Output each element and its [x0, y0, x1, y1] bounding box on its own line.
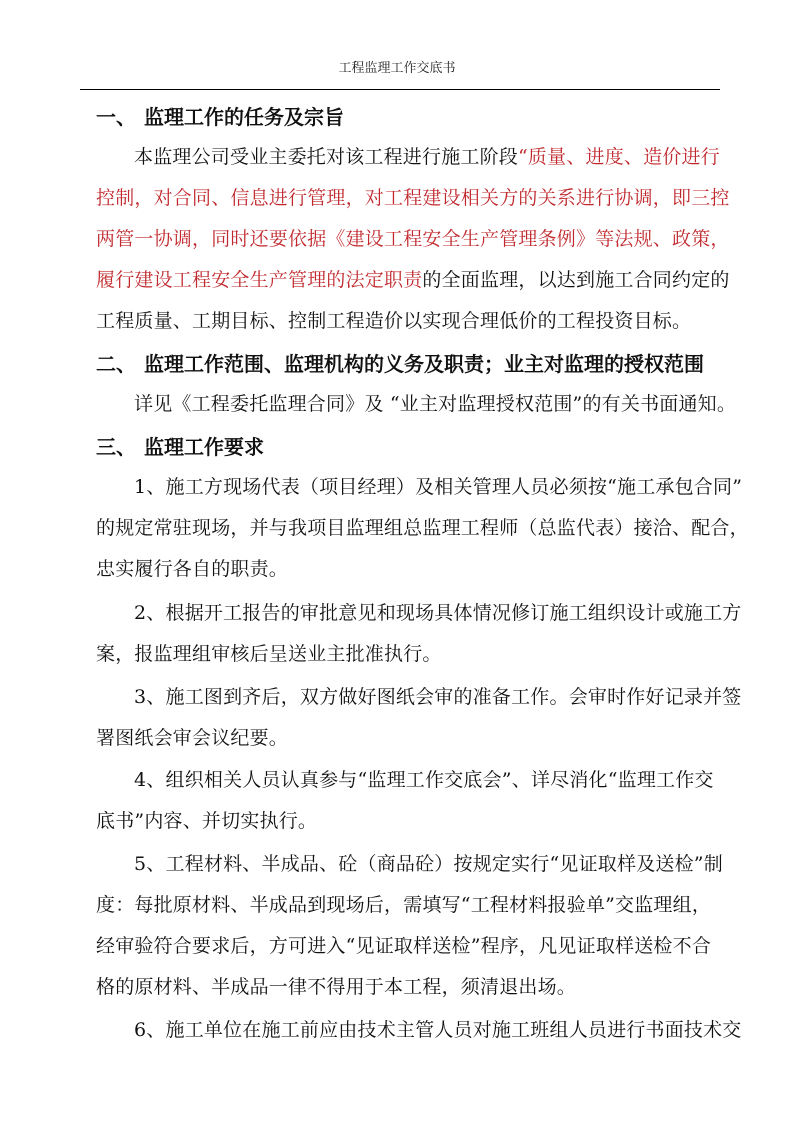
item-1-line-1: 1、施工方现场代表（项目经理）及相关管理人员必须按“施工承包合同”	[134, 476, 743, 498]
section-3-heading	[96, 431, 264, 460]
text-run: 工程质量、工期目标、控制工程造价以实现合理低价的工程投资目标。	[96, 310, 692, 332]
section-1-title: 监理工作的任务及宗旨	[144, 105, 344, 129]
section-2-number: 二、	[96, 352, 136, 376]
section-1-line-1	[134, 142, 758, 169]
section-1-line-5	[96, 306, 720, 333]
item-5-line-4: 格的原材料、半成品一律不得用于本工程，须清退出场。	[96, 976, 577, 998]
highlight-run: 履行建设工程安全生产管理的法定职责	[96, 269, 423, 291]
item-2-line-2: 案，报监理组审核后呈送业主批准执行。	[96, 643, 442, 665]
section-2-heading	[96, 348, 704, 377]
highlight-run: “质量、进度、造价进行	[518, 146, 720, 168]
highlight-run: 两管一协调，同时还要依据《建设工程安全生产管理条例》等法规、政策，	[96, 228, 730, 250]
section-3-title: 监理工作要求	[144, 435, 264, 459]
item-3-line-1: 3、施工图到齐后，双方做好图纸会审的准备工作。会审时作好记录并签	[134, 686, 742, 708]
item-5-line-2: 度：每批原材料、半成品到现场后，需填写“工程材料报验单”交监理组，	[96, 894, 712, 916]
text-run: 的全面监理，以达到施工合同约定的	[422, 269, 730, 291]
highlight-run: 控制，对合同、信息进行管理，对工程建设相关方的关系进行协调，即三控	[96, 187, 730, 209]
section-2-title: 监理工作范围、监理机构的义务及职责；业主对监理的授权范围	[144, 352, 704, 376]
item-4-line-2: 底书”内容、并切实执行。	[96, 810, 318, 832]
section-1-line-4	[96, 265, 730, 292]
section-1-number: 一、	[96, 105, 136, 129]
item-1-line-3: 忠实履行各自的职责。	[96, 558, 289, 580]
item-2-line-1: 2、根据开工报告的审批意见和现场具体情况修订施工组织设计或施工方	[134, 602, 742, 624]
section-1-line-2	[96, 183, 730, 210]
section-1-line-3	[96, 224, 730, 251]
text-run: 本监理公司受业主委托对该工程进行施工阶段	[134, 146, 519, 168]
item-1-line-2: 的规定常驻现场，并与我项目监理组总监理工程师（总监代表）接洽、配合，	[96, 517, 749, 539]
page-header-title: 工程监理工作交底书	[338, 61, 456, 76]
item-5-line-3: 经审验符合要求后，方可进入“见证取样送检”程序，凡见证取样送检不合	[96, 935, 712, 957]
item-6-line-1: 6、施工单位在施工前应由技术主管人员对施工班组人员进行书面技术交	[134, 1019, 742, 1041]
section-2-text: 详见《工程委托监理合同》及 “业主对监理授权范围”的有关书面通知。	[134, 393, 737, 415]
item-4-line-1: 4、组织相关人员认真参与“监理工作交底会”、详尽消化“监理工作交	[134, 769, 714, 791]
section-1-heading	[96, 101, 344, 130]
header-divider	[80, 89, 720, 90]
item-5-line-1: 5、工程材料、半成品、砼（商品砼）按规定实行“见证取样及送检”制	[134, 853, 723, 875]
item-3-line-2: 署图纸会审会议纪要。	[96, 727, 289, 749]
section-3-number: 三、	[96, 435, 136, 459]
